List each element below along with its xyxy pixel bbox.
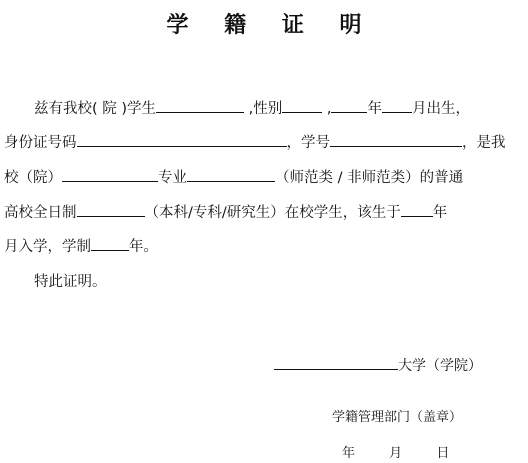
university-signature-line (274, 355, 482, 375)
duration-blank[interactable] (91, 236, 129, 251)
enroll-year-blank[interactable] (401, 202, 433, 217)
line2-text-1: 身份证号码 (4, 135, 77, 151)
student-number-blank[interactable] (330, 132, 462, 147)
line1-text-3: , (322, 101, 332, 117)
line3-text-1: 校（院） (4, 170, 62, 186)
line1-text-4: 年 (367, 101, 382, 117)
major-blank[interactable] (187, 167, 275, 182)
line4-text-1: 高校全日制 (4, 205, 77, 221)
date-day-label: 日 (436, 446, 450, 461)
paragraph-line-5 (4, 236, 158, 257)
gender-blank[interactable] (282, 98, 322, 113)
date-line (342, 442, 449, 461)
department-label: 学籍管理部门（盖章） (332, 410, 463, 425)
paragraph-line-1 (34, 98, 470, 119)
line5-text-2: 年。 (129, 239, 158, 255)
line3-text-3: （师范类 / 非师范类）的普通 (275, 170, 464, 186)
line1-text-2: ,性别 (244, 101, 283, 117)
line4-text-2: （本科/专科/研究生）在校学生，该生于 (144, 205, 401, 221)
department-seal-label (332, 406, 462, 425)
paragraph-line-6 (34, 272, 107, 292)
hereby-certify-text: 特此证明。 (34, 274, 107, 290)
line2-text-3: ，是我 (462, 135, 506, 151)
program-blank[interactable] (77, 202, 145, 217)
university-name-blank[interactable] (274, 355, 398, 370)
id-number-blank[interactable] (77, 132, 287, 147)
paragraph-line-2 (4, 132, 506, 153)
line5-text-1: 月入学，学制 (4, 239, 91, 255)
date-month-label: 月 (389, 446, 403, 461)
document-title: 学 籍 证 明 (166, 13, 376, 38)
birth-month-blank[interactable] (382, 98, 412, 113)
birth-year-blank[interactable] (331, 98, 367, 113)
student-name-blank[interactable] (156, 98, 244, 113)
line2-text-2: ，学号 (286, 135, 330, 151)
date-year-label: 年 (342, 446, 356, 461)
paragraph-line-4 (4, 202, 447, 223)
line3-text-2: 专业 (158, 170, 187, 186)
university-label: 大学（学院） (398, 358, 482, 374)
paragraph-line-3 (4, 167, 463, 188)
line1-text-5: 月出生， (411, 101, 470, 117)
line4-text-3: 年 (432, 205, 448, 221)
line1-text-1: 兹有我校( 院 )学生 (34, 101, 157, 117)
school-blank[interactable] (62, 167, 158, 182)
